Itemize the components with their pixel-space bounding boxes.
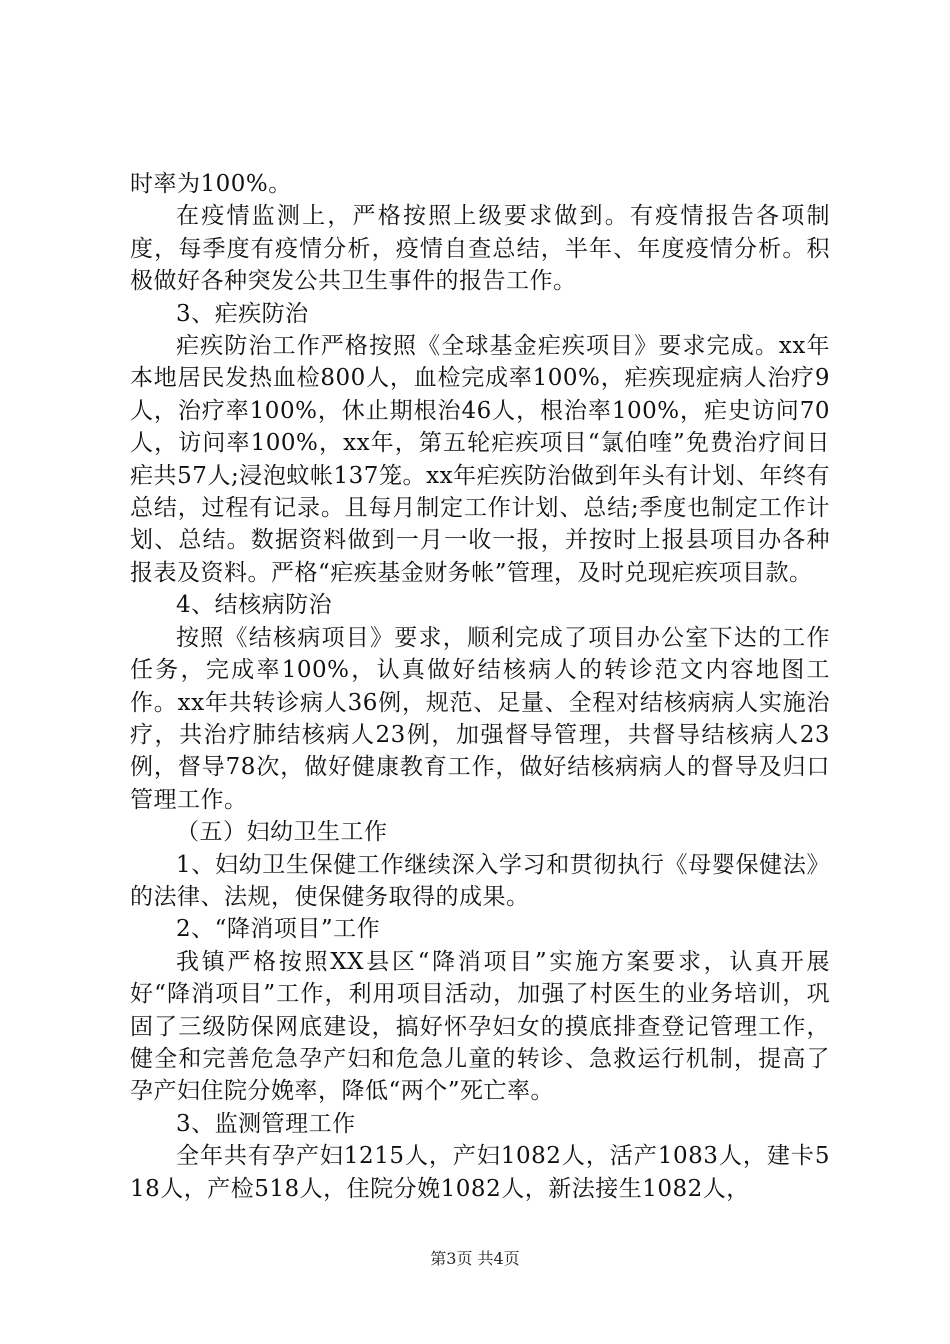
page-footer [0,1249,950,1269]
paragraph-maternal-child-1: 1、妇幼卫生保健工作继续深入学习和贯彻执行《母婴保健法》的法律、法规，使保健务取得的成果。 [130,851,830,910]
page-indicator: 第3页 共4页 [430,1249,520,1268]
section-heading-maternal-child: （五）妇幼卫生工作 [176,819,388,846]
paragraph-malaria: 疟疾防治工作严格按照《全球基金疟疾项目》要求完成。xx年本地居民发热血检800人，血检完成率100%，疟疾现症病人治疗9人，治疗率100%，休止期根治46人，根治率100%，疟史访问70人，访问率100%，xx年，第五轮疟疾项目“氯伯喹”免费治疗间日疟共57人;浸泡蚊帐137笼。xx年疟疾防治做到年头有计划、年终有总结，过程有记录。且每月制定工作计划、总结;季度也制定工作计划、总结。数据资料做到一月一收一报，并按时上报县项目办各种报表及资料。严格“疟疾基金财务帐”管理，及时兑现疟疾项目款。 [130,333,830,586]
paragraph-2: 在疫情监测上，严格按照上级要求做到。有疫情报告各项制度，每季度有疫情分析，疫情自查总结，半年、年度疫情分析。积极做好各种突发公共卫生事件的报告工作。 [130,203,830,295]
section-heading-monitoring: 3、监测管理工作 [176,1110,356,1137]
section-heading-malaria: 3、疟疾防治 [176,300,309,327]
paragraph-jiangxiao: 我镇严格按照XX县区“降消项目”实施方案要求，认真开展好“降消项目”工作，利用项目活动，加强了村医生的业务培训，巩固了三级防保网底建设，搞好怀孕妇女的摸底排查登记管理工作，健全和完善危急孕产妇和危急儿童的转诊、急救运行机制，提高了孕产妇住院分娩率，降低“两个”死亡率。 [130,948,830,1105]
section-heading-tuberculosis: 4、结核病防治 [176,592,333,619]
document-body [130,168,830,1205]
paragraph-monitoring: 全年共有孕产妇1215人，产妇1082人，活产1083人，建卡518人，产检518人，住院分娩1082人，新法接生1082人， [130,1143,830,1202]
section-heading-jiangxiao: 2、“降消项目”工作 [176,916,381,943]
paragraph-1: 时率为100%。 [130,171,292,197]
paragraph-tuberculosis: 按照《结核病项目》要求，顺利完成了项目办公室下达的工作任务，完成率100%，认真做好结核病人的转诊范文内容地图工作。xx年共转诊病人36例，规范、足量、全程对结核病病人实施治疗，共治疗肺结核病人23例，加强督导管理，共督导结核病人23例，督导78次，做好健康教育工作，做好结核病病人的督导及归口管理工作。 [130,624,830,813]
